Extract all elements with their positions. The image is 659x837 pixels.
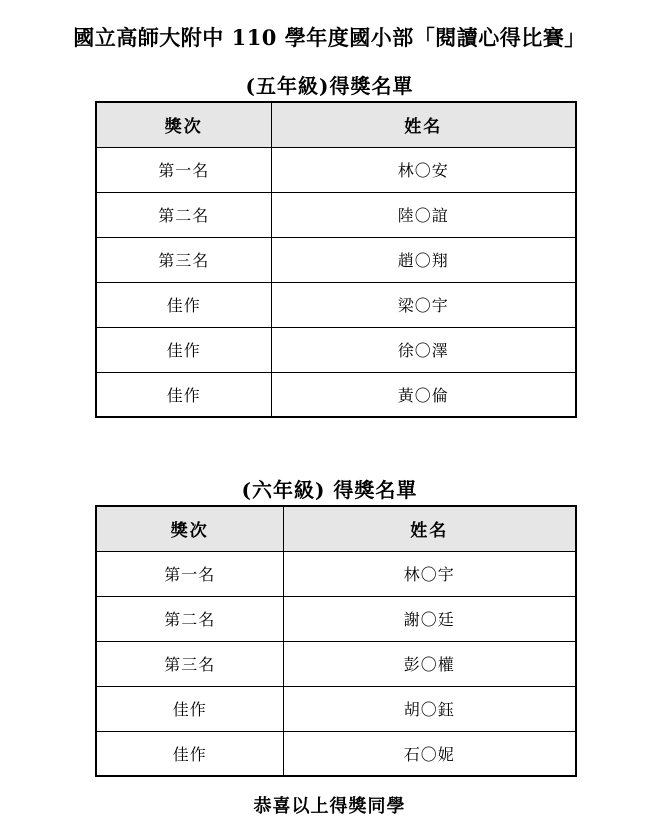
rank-cell: 佳作 <box>96 686 283 731</box>
rank-cell: 佳作 <box>96 327 271 372</box>
name-cell: 石〇妮 <box>283 731 576 776</box>
table-row <box>96 596 576 641</box>
table-header-row <box>96 506 576 551</box>
table-row <box>96 147 576 192</box>
table-row <box>96 641 576 686</box>
table-row <box>96 327 576 372</box>
name-cell: 陸〇誼 <box>271 192 576 237</box>
column-header-rank: 獎次 <box>96 506 283 551</box>
name-cell: 林〇安 <box>271 147 576 192</box>
name-cell: 林〇宇 <box>283 551 576 596</box>
grade6-award-table <box>95 505 577 777</box>
rank-cell: 佳作 <box>96 282 271 327</box>
name-cell: 胡〇鈺 <box>283 686 576 731</box>
name-cell: 彭〇權 <box>283 641 576 686</box>
grade5-section-title: (五年級)得獎名單 <box>245 74 414 98</box>
table-header-row <box>96 102 576 147</box>
name-cell: 黃〇倫 <box>271 372 576 417</box>
name-cell: 徐〇澤 <box>271 327 576 372</box>
rank-cell: 佳作 <box>96 372 271 417</box>
table-row <box>96 237 576 282</box>
rank-cell: 第二名 <box>96 192 271 237</box>
document-title: 國立高師大附中 110 學年度國小部「閱讀心得比賽」 <box>73 25 586 50</box>
table-row <box>96 551 576 596</box>
name-cell: 謝〇廷 <box>283 596 576 641</box>
rank-cell: 第三名 <box>96 237 271 282</box>
rank-cell: 第一名 <box>96 551 283 596</box>
rank-cell: 佳作 <box>96 731 283 776</box>
grade5-award-table <box>95 101 577 418</box>
rank-cell: 第二名 <box>96 596 283 641</box>
table-row <box>96 192 576 237</box>
grade6-section-title: (六年級) 得獎名單 <box>241 478 418 502</box>
table-row <box>96 282 576 327</box>
rank-cell: 第三名 <box>96 641 283 686</box>
name-cell: 趙〇翔 <box>271 237 576 282</box>
table-row <box>96 686 576 731</box>
column-header-rank: 獎次 <box>96 102 271 147</box>
congratulations-footer: 恭喜以上得獎同學 <box>253 796 406 817</box>
rank-cell: 第一名 <box>96 147 271 192</box>
column-header-name: 姓名 <box>271 102 576 147</box>
name-cell: 梁〇宇 <box>271 282 576 327</box>
column-header-name: 姓名 <box>283 506 576 551</box>
table-row <box>96 731 576 776</box>
table-row <box>96 372 576 417</box>
